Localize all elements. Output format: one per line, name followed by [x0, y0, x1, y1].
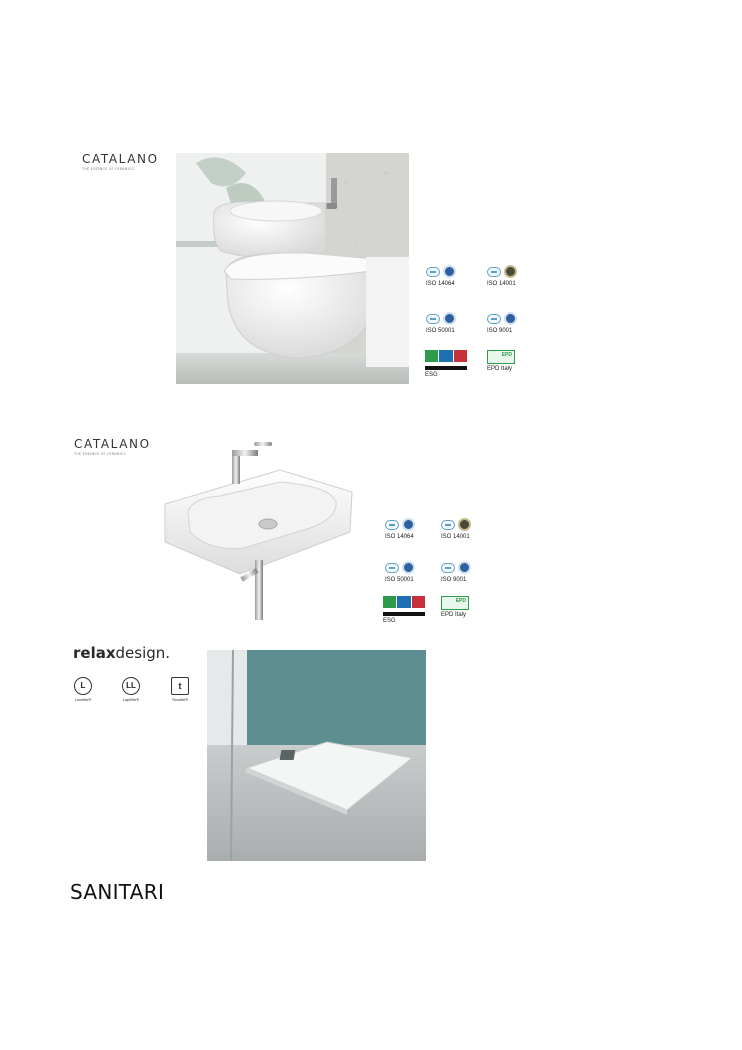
texolite-icon: t Texolite®	[167, 677, 193, 702]
seal-icon	[458, 561, 471, 574]
certificate-icon	[385, 520, 399, 530]
cert-label: ISO 50001	[426, 328, 455, 334]
leaf-seal-icon	[458, 518, 471, 531]
cert-iso-9001	[441, 560, 501, 583]
seal-icon	[443, 312, 456, 325]
esg-certification-logo	[425, 350, 467, 366]
seal-icon	[402, 518, 415, 531]
catalano-logo	[82, 152, 159, 171]
catalano-tagline: THE ESSENCE OF CERAMICS	[82, 167, 134, 171]
cert-label: ESG	[383, 618, 396, 624]
cert-label: ISO 9001	[441, 577, 467, 583]
epd-logo	[441, 596, 469, 610]
epd-logo	[487, 350, 515, 364]
cert-label: EPD Italy	[441, 612, 467, 618]
cert-iso-14064	[426, 264, 486, 287]
certificate-icon	[441, 563, 455, 573]
catalano-logo	[74, 437, 151, 456]
seal-icon	[402, 561, 415, 574]
lapillite-icon: LL Lapillite®	[118, 677, 144, 702]
cert-esg	[425, 350, 485, 378]
cert-label: EPD Italy	[487, 366, 513, 372]
relax-logo-bold: relax	[73, 644, 116, 662]
cert-label: ISO 14001	[441, 534, 470, 540]
catalano-tagline: THE ESSENCE OF CERAMICS	[74, 452, 126, 456]
relaxdesign-logo	[73, 644, 170, 662]
certificate-icon	[426, 267, 440, 277]
cert-label: ISO 14064	[385, 534, 414, 540]
cert-iso-14001	[441, 517, 501, 540]
shower-tray-photo	[207, 650, 426, 861]
section-title: SANITARI	[70, 880, 165, 904]
certificate-icon	[385, 563, 399, 573]
cert-label: ISO 14064	[426, 281, 455, 287]
cert-iso-50001	[385, 560, 445, 583]
cert-iso-14001	[487, 264, 547, 287]
cert-label: ISO 14001	[487, 281, 516, 287]
texolite-label: Texolite®	[171, 697, 189, 702]
catalano-logo-text: CATALANO	[74, 437, 151, 451]
toilet-bidet-photo	[176, 153, 409, 384]
cert-iso-14064	[385, 517, 445, 540]
lucelite-label: Lucelite®	[74, 697, 92, 702]
relax-logo-light: design.	[115, 644, 171, 662]
lucelite-icon: L Lucelite®	[70, 677, 96, 702]
certificate-icon	[487, 314, 501, 324]
cert-label: ISO 50001	[385, 577, 414, 583]
washbasin-photo	[160, 432, 355, 622]
cert-label: ISO 9001	[487, 328, 513, 334]
cert-epd	[487, 350, 547, 372]
cert-esg	[383, 596, 443, 624]
certificate-icon	[441, 520, 455, 530]
cert-label: ESG	[425, 372, 438, 378]
certificate-icon	[426, 314, 440, 324]
lapillite-label: Lapillite®	[122, 697, 140, 702]
seal-icon	[443, 265, 456, 278]
cert-iso-9001	[487, 311, 547, 334]
esg-certification-logo	[383, 596, 425, 612]
catalano-logo-text: CATALANO	[82, 152, 159, 166]
leaf-seal-icon	[504, 265, 517, 278]
cert-epd	[441, 596, 501, 618]
certificate-icon	[487, 267, 501, 277]
cert-iso-50001	[426, 311, 486, 334]
seal-icon	[504, 312, 517, 325]
